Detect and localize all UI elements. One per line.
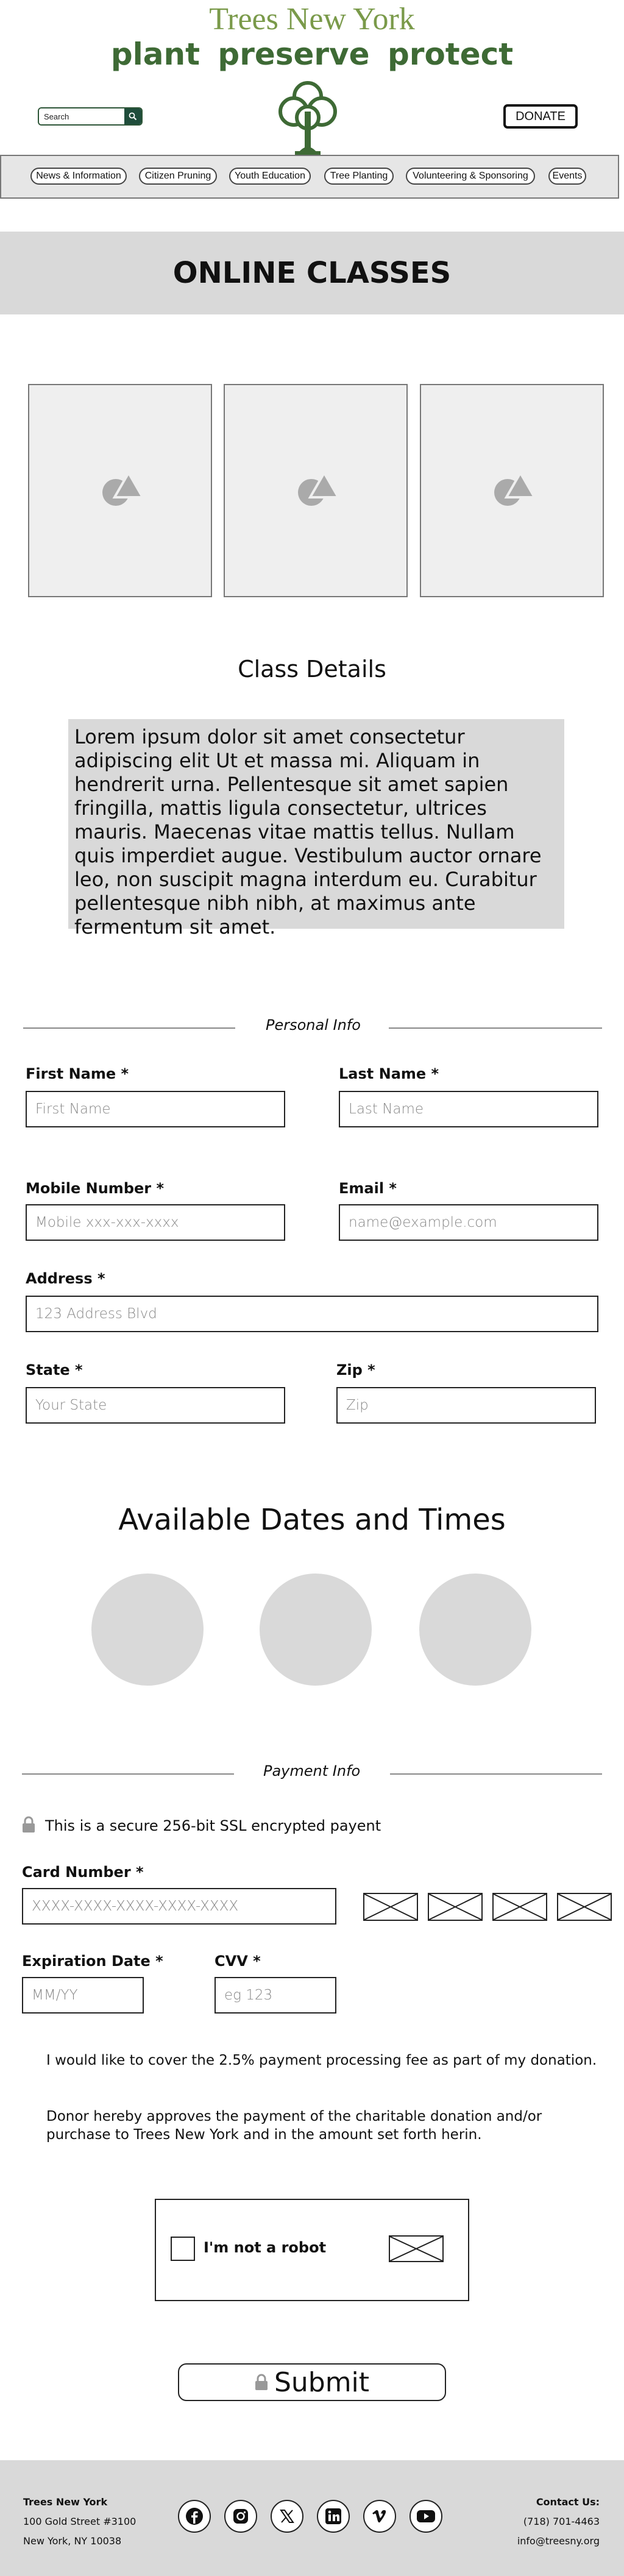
address-field[interactable] bbox=[26, 1296, 598, 1332]
class-image-1 bbox=[28, 384, 212, 597]
search-button[interactable] bbox=[124, 108, 141, 124]
search-input[interactable] bbox=[39, 108, 126, 124]
captcha-widget bbox=[155, 2199, 469, 2301]
class-details-title: Class Details bbox=[238, 656, 386, 683]
class-image-3 bbox=[420, 384, 604, 597]
footer-org-name: Trees New York bbox=[23, 2496, 108, 2508]
nav-item-tree-planting[interactable]: Tree Planting bbox=[324, 168, 394, 185]
tree-logo[interactable] bbox=[274, 78, 341, 157]
linkedin-icon bbox=[325, 2508, 342, 2525]
state-label: State * bbox=[26, 1361, 83, 1378]
divider-right bbox=[389, 1027, 602, 1029]
search-icon bbox=[129, 112, 137, 121]
linkedin-link[interactable] bbox=[317, 2500, 350, 2533]
youtube-icon bbox=[416, 2509, 436, 2524]
footer-phone[interactable]: (718) 701-4463 bbox=[523, 2516, 600, 2527]
donate-button[interactable]: DONATE bbox=[503, 104, 578, 129]
footer-contact-heading: Contact Us: bbox=[536, 2496, 600, 2508]
card-logo-4 bbox=[557, 1893, 612, 1921]
vimeo-icon bbox=[371, 2508, 388, 2524]
captcha-label: I'm not a robot bbox=[204, 2239, 327, 2256]
tagline: plant preserve protect bbox=[110, 37, 514, 72]
card-icon bbox=[494, 1894, 546, 1920]
personal-info-heading: Personal Info bbox=[266, 1017, 361, 1034]
last-name-field[interactable] bbox=[339, 1091, 598, 1127]
available-dates-title: Available Dates and Times bbox=[118, 1503, 506, 1537]
lock-icon bbox=[255, 2374, 268, 2391]
card-number-label: Card Number * bbox=[22, 1864, 144, 1881]
submit-button[interactable] bbox=[178, 2363, 446, 2401]
footer-address-line2: New York, NY 10038 bbox=[23, 2535, 122, 2547]
card-logo-3 bbox=[492, 1893, 547, 1921]
captcha-logo bbox=[389, 2235, 444, 2262]
image-placeholder-icon bbox=[493, 470, 536, 507]
card-icon bbox=[558, 1894, 611, 1920]
date-option-3[interactable] bbox=[419, 1574, 531, 1686]
submit-label: Submit bbox=[274, 2366, 370, 2398]
mobile-field[interactable] bbox=[26, 1204, 285, 1241]
facebook-link[interactable] bbox=[178, 2500, 211, 2533]
card-number-field[interactable] bbox=[22, 1888, 336, 1925]
nav-item-citizen-pruning[interactable]: Citizen Pruning bbox=[139, 168, 217, 185]
youtube-link[interactable] bbox=[410, 2500, 442, 2533]
facebook-icon bbox=[185, 2507, 204, 2525]
nav-item-volunteering[interactable]: Volunteering & Sponsoring bbox=[406, 168, 535, 185]
class-details-text: Lorem ipsum dolor sit amet consectetur adipiscing elit Ut et massa mi. Aliquam in hendrerit urna. Pellentesque sit amet sapien fringilla, mattis ligula consectetur, ultrices mauris. Maecenas vitae mattis tellus. Nullam quis imperdiet augue. Vestibulum auctor ornare leo, non suscipit magna interdum eu. Curabitur pellentesque nibh nibh, at maximus ante fermentum sit amet. bbox=[68, 719, 564, 929]
email-label: Email * bbox=[339, 1180, 397, 1197]
cvv-label: CVV * bbox=[214, 1953, 261, 1970]
date-option-2[interactable] bbox=[260, 1574, 372, 1686]
search-box bbox=[38, 107, 143, 126]
card-logo-1 bbox=[363, 1893, 418, 1921]
nav-item-news[interactable]: News & Information bbox=[30, 168, 127, 185]
approval-note: Donor hereby approves the payment of the charitable donation and/or purchase to Trees New York and in the amount set forth herin. bbox=[46, 2109, 542, 2143]
image-placeholder-icon bbox=[297, 470, 339, 507]
mobile-label: Mobile Number * bbox=[26, 1180, 165, 1197]
state-field[interactable] bbox=[26, 1387, 285, 1424]
fee-note: I would like to cover the 2.5% payment processing fee as part of my donation. bbox=[46, 2053, 597, 2068]
payment-info-heading: Payment Info bbox=[263, 1762, 361, 1779]
instagram-icon bbox=[232, 2508, 249, 2525]
secure-note: This is a secure 256-bit SSL encrypted payent bbox=[45, 1817, 381, 1834]
divider-right bbox=[390, 1773, 602, 1775]
footer-email[interactable]: info@treesny.org bbox=[517, 2535, 600, 2547]
class-image-2 bbox=[224, 384, 408, 597]
captcha-icon bbox=[390, 2237, 442, 2261]
date-option-1[interactable] bbox=[91, 1574, 204, 1686]
nav-item-youth-education[interactable]: Youth Education bbox=[229, 168, 311, 185]
divider-left bbox=[23, 1027, 235, 1029]
zip-label: Zip * bbox=[336, 1361, 375, 1378]
email-field[interactable] bbox=[339, 1204, 598, 1241]
vimeo-link[interactable] bbox=[363, 2500, 396, 2533]
card-icon bbox=[364, 1894, 417, 1920]
card-logo-2 bbox=[428, 1893, 483, 1921]
instagram-link[interactable] bbox=[224, 2500, 257, 2533]
lock-icon bbox=[22, 1816, 35, 1833]
card-icon bbox=[429, 1894, 481, 1920]
x-link[interactable] bbox=[271, 2500, 303, 2533]
footer-address-line1: 100 Gold Street #3100 bbox=[23, 2516, 136, 2527]
first-name-label: First Name * bbox=[26, 1065, 129, 1082]
brand-name: Trees New York bbox=[209, 2, 415, 37]
page-title: ONLINE CLASSES bbox=[172, 256, 452, 290]
expiration-field[interactable] bbox=[22, 1977, 144, 2014]
captcha-checkbox[interactable] bbox=[171, 2237, 195, 2261]
zip-field[interactable] bbox=[336, 1387, 596, 1424]
first-name-field[interactable] bbox=[26, 1091, 285, 1127]
image-placeholder-icon bbox=[101, 470, 144, 507]
address-label: Address * bbox=[26, 1270, 105, 1287]
expiration-label: Expiration Date * bbox=[22, 1953, 163, 1970]
last-name-label: Last Name * bbox=[339, 1065, 439, 1082]
nav-item-events[interactable]: Events bbox=[548, 168, 586, 185]
x-icon bbox=[279, 2508, 295, 2524]
cvv-field[interactable] bbox=[214, 1977, 336, 2014]
divider-left bbox=[22, 1773, 234, 1775]
main-nav bbox=[0, 155, 619, 199]
